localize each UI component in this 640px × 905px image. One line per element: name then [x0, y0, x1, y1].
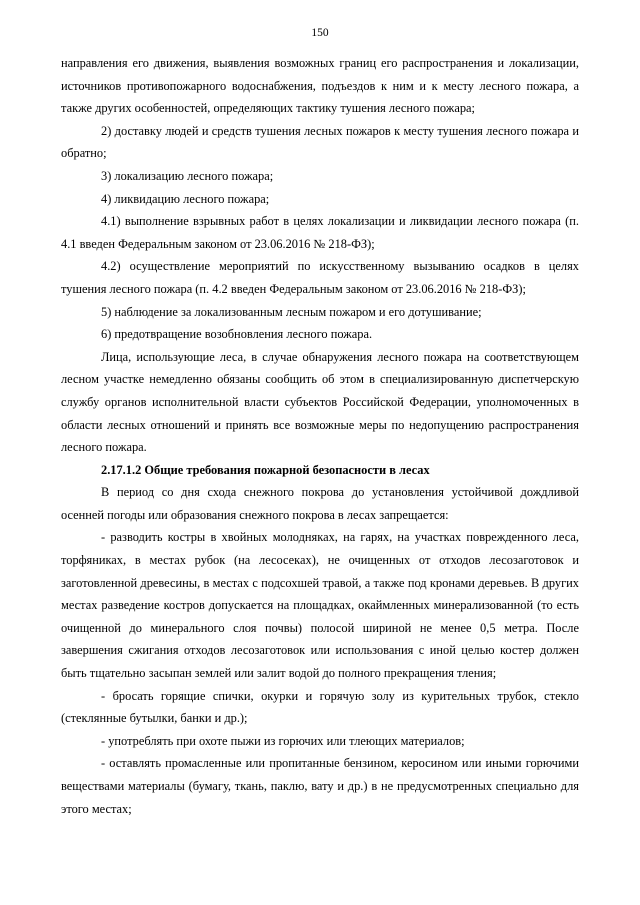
- document-body: [61, 52, 579, 820]
- paragraph-item-4-1-explosive-works: 4.1) выполнение взрывных работ в целях локализации и ликвидации лесного пожара (п. 4.1 введен Федеральным законом от 23.06.2016 № 218-ФЗ);: [61, 214, 579, 251]
- paragraph-item-4-2-precipitation: 4.2) осуществление мероприятий по искусственному вызыванию осадков в целях тушения лесного пожара (п. 4.2 введен Федеральным законом от 23.06.2016 № 218-ФЗ);: [61, 259, 579, 296]
- paragraph-burning-matches: - бросать горящие спички, окурки и горячую золу из курительных трубок, стекло (стеклянные бутылки, банки и др.);: [61, 688, 579, 726]
- paragraph-prohibition-period: В период со дня схода снежного покрова до установления устойчивой дождливой осенней погоды или образования снежного покрова в лесах запрещается:: [61, 485, 579, 522]
- paragraph-oiled-materials: - оставлять промасленные или пропитанные бензином, керосином или иными горючими веществами материалы (бумагу, ткань, паклю, вату и др.) в не предусмотренных специально для этого местах;: [61, 756, 579, 816]
- paragraph-item-4-liquidation: 4) ликвидацию лесного пожара;: [101, 191, 270, 206]
- paragraph-forest-users-duty: Лица, использующие леса, в случае обнаружения лесного пожара на соответствующем лесном участке немедленно обязаны сообщить об этом в специализированную диспетчерскую службу органов исполнительной власти субъектов Российской Федерации, уполномоченных в области лесных отношений и принять все возможные меры по недопущению распространения лесного пожара.: [61, 349, 579, 455]
- paragraph-item-2-delivery: 2) доставку людей и средств тушения лесных пожаров к месту тушения лесного пожара и обратно;: [61, 123, 579, 161]
- paragraph-fire-assessment-continued: направления его движения, выявления возможных границ его распространения и локализации, источников противопожарного водоснабжения, подъездов к ним и к месту лесного пожара, а также других особенностей, определяющих тактику тушения лесного пожара;: [61, 56, 579, 116]
- paragraph-item-6-prevention: 6) предотвращение возобновления лесного пожара.: [101, 327, 373, 342]
- paragraph-bonfire-rules: - разводить костры в хвойных молодняках, на гарях, на участках поврежденного леса, торфяниках, в местах рубок (на лесосеках), не очищенных от отходов лесозаготовок и заготовленной древесины, в местах с подсохшей травой, а также под кронами деревьев. В других местах разведение костров допускается на площадках, окаймленных минерализованной (то есть очищенной до минерального слоя почвы) полосой шириной не менее 0,5 метра. После завершения сжигания отходов лесозаготовок или использования с иной целью костер должен быть тщательно засыпан землей или залит водой до полного прекращения тления;: [61, 530, 579, 681]
- paragraph-item-5-observation: 5) наблюдение за локализованным лесным пожаром и его дотушивание;: [101, 304, 482, 319]
- section-heading: 2.17.1.2 Общие требования пожарной безопасности в лесах: [101, 462, 430, 477]
- paragraph-item-3-localization: 3) локализацию лесного пожара;: [101, 168, 274, 183]
- paragraph-hunting-wads: - употреблять при охоте пыжи из горючих или тлеющих материалов;: [101, 733, 465, 748]
- page-number: 150: [311, 27, 329, 39]
